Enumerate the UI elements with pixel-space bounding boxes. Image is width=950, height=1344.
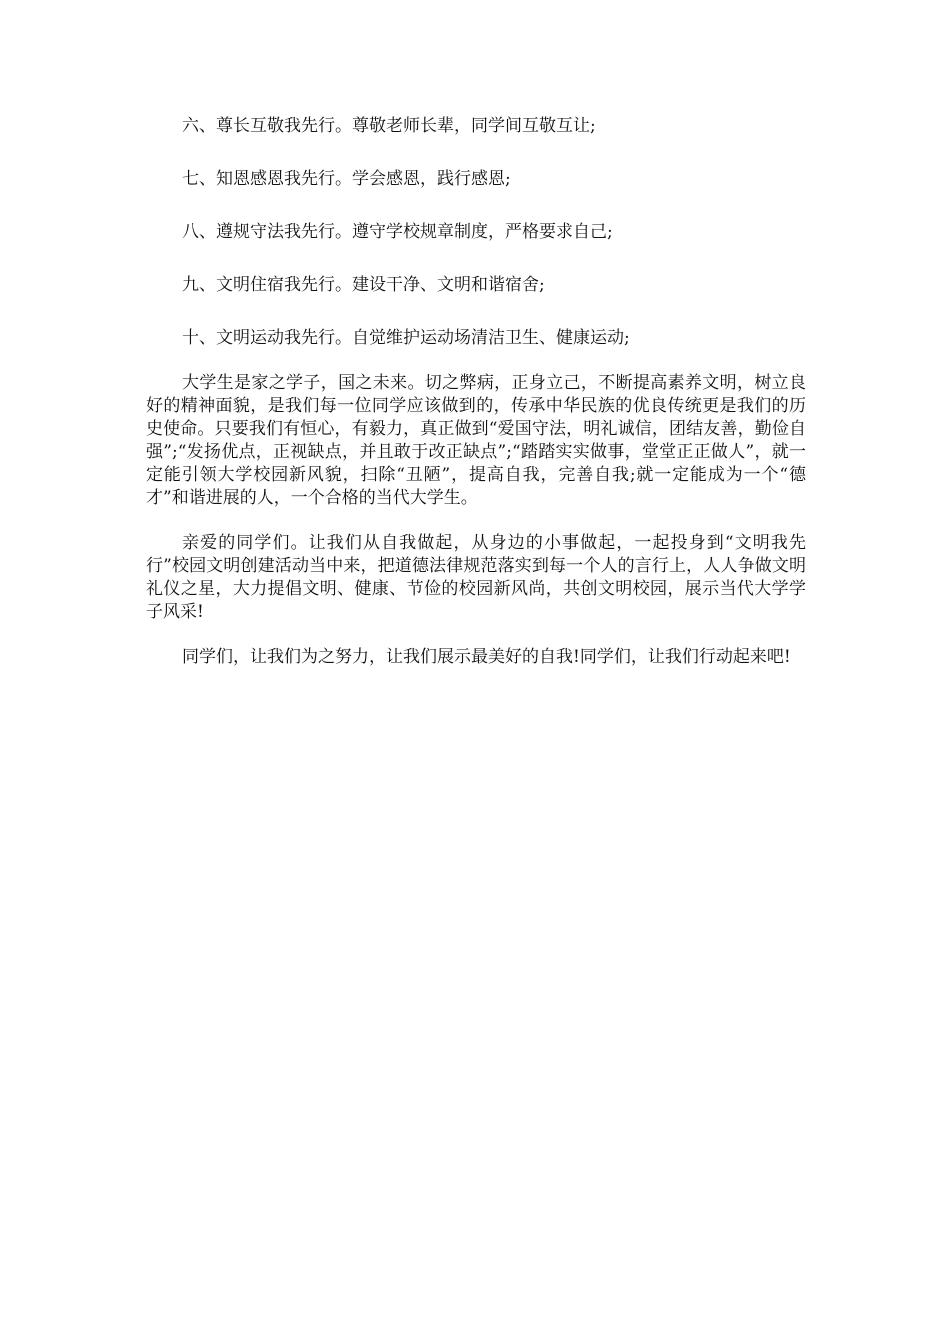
list-item-rules: 八、遵规守法我先行。遵守学校规章制度，严格要求自己; xyxy=(182,222,613,242)
list-item-sports: 十、文明运动我先行。自觉维护运动场清洁卫生、健康运动; xyxy=(182,328,630,348)
paragraph-call-to-action: 亲爱的同学们。让我们从自我做起，从身边的小事做起，一起投身到“文明我先行”校园文明创建活动当中来，把道德法律规范落实到每一个人的言行上，人人争做文明礼仪之星，大力提倡文明、健康、节俭的校园新风尚，共创文明校园，展示当代大学学子风采! xyxy=(146,533,806,622)
paragraph-closing: 同学们，让我们为之努力，让我们展示最美好的自我!同学们，让我们行动起来吧! xyxy=(182,647,791,667)
list-item-respect: 六、尊长互敬我先行。尊敬老师长辈，同学间互敬互让; xyxy=(182,116,596,136)
list-item-gratitude: 七、知恩感恩我先行。学会感恩，践行感恩; xyxy=(182,169,511,189)
document-body xyxy=(146,112,806,691)
paragraph-students-future: 大学生是家之学子，国之未来。切之弊病，正身立己，不断提高素养文明，树立良好的精神面貌，是我们每一位同学应该做到的，传承中华民族的优良传统更是我们的历史使命。只要我们有恒心，有毅力，真正做到“爱国守法，明礼诚信，团结友善，勤俭自强”;“发扬优点，正视缺点，并且敢于改正缺点”;“踏踏实实做事，堂堂正正做人”，就一定能引领大学校园新风貌，扫除“丑陋”，提高自我，完善自我;就一定能成为一个“德才”和谐进展的人，一个合格的当代大学生。 xyxy=(146,373,806,508)
list-item-dormitory: 九、文明住宿我先行。建设干净、文明和谐宿舍; xyxy=(182,275,545,295)
